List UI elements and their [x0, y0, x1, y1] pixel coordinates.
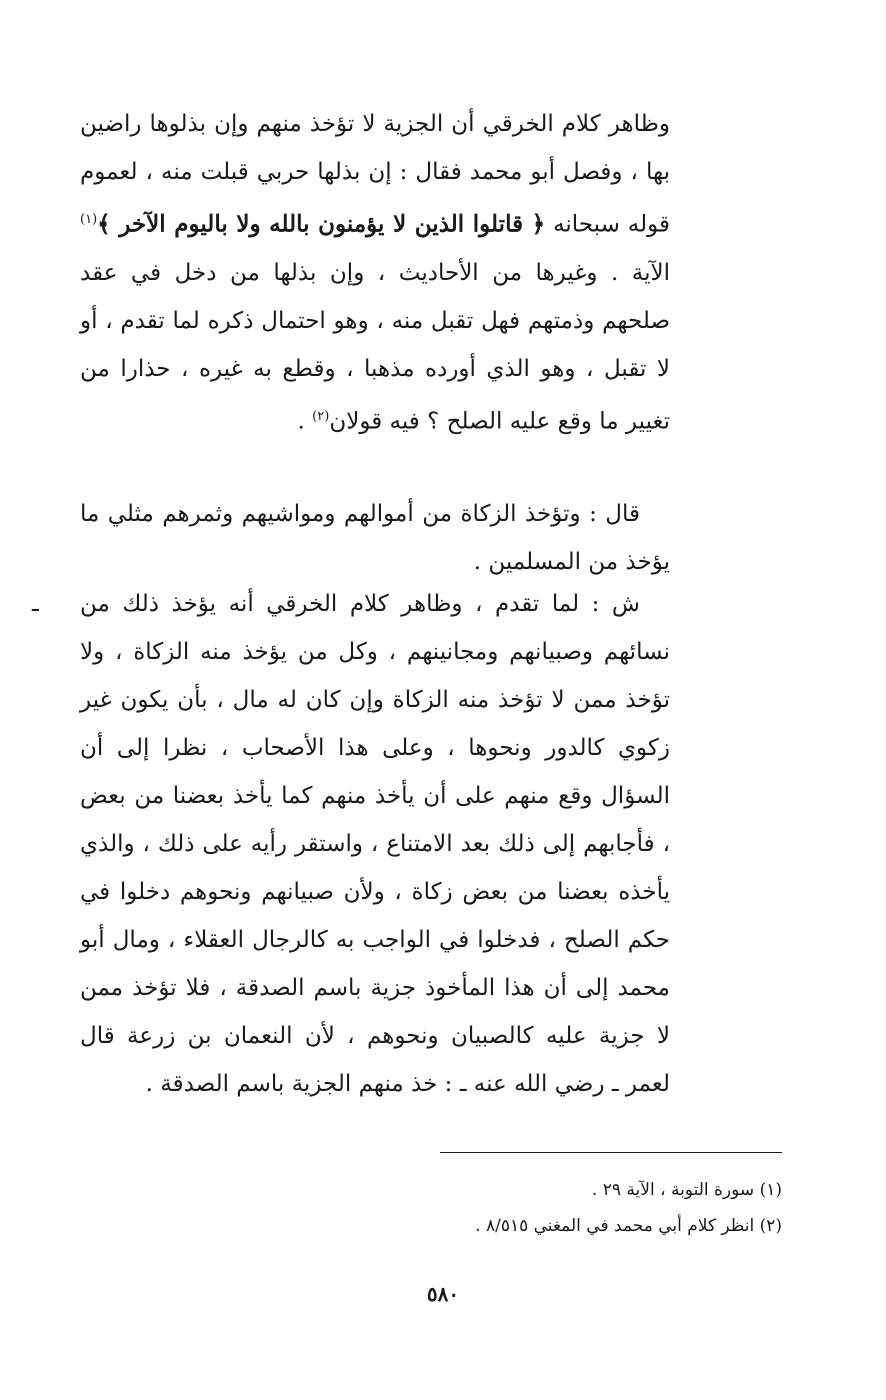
footnotes: [380, 1172, 782, 1244]
paragraph-1-text-a: وظاهر كلام الخرقي أن الجزية لا تؤخذ منهم وإن بذلوها راضين بها ، وفصل أبو محمد فقال : إن بذلها حربي قبلت منه ، لعموم قوله سبحانه: [80, 111, 670, 238]
footnote-ref-1: (١): [80, 212, 98, 227]
footnote-divider: [440, 1152, 782, 1153]
footnote-1: (١) سورة التوبة ، الآية ٢٩ .: [591, 1180, 782, 1200]
paragraph-2: [80, 490, 670, 586]
paragraph-3-text: ش : لما تقدم ، وظاهر كلام الخرقي أنه يؤخذ ذلك من نسائهم وصبيانهم ومجانينهم ، وكل من يؤخذ منه الزكاة ، ولا تؤخذ ممن لا تؤخذ منه الزكاة وإن كان له مال ، بأن يكون غير زكوي كالدور ونحوها ، وعلى هذا الأصحاب ، نظرا إلى أن السؤال وقع منهم على أن يأخذ منهم كما يأخذ بعضنا من بعض ، فأجابهم إلى ذلك بعد الامتناع ، واستقر رأيه على ذلك ، والذي يأخذه بعضنا من بعض زكاة ، ولأن صبيانهم ونحوهم دخلوا في حكم الصلح ، فدخلوا في الواجب به كالرجال العقلاء ، ومال أبو محمد إلى أن هذا المأخوذ جزية باسم الصدقة ، فلا تؤخذ ممن لا جزية عليه كالصبيان ونحوهم ، لأن النعمان بن زرعة قال لعمر ـ رضي الله عنه ـ : خذ منهم الجزية باسم الصدقة .: [80, 591, 670, 1097]
paragraph-3: [32, 580, 670, 1108]
paragraph-1-text-c: .: [297, 408, 313, 435]
paragraph-1: [80, 100, 670, 445]
footnote-2: (٢) انظر كلام أبي محمد في المغني ٨/٥١٥ .: [475, 1216, 782, 1236]
page-number: ٥٨٠: [426, 1282, 460, 1306]
paragraph-marker: ـ: [32, 591, 39, 617]
paragraph-2-text: قال : وتؤخذ الزكاة من أموالهم ومواشيهم وثمرهم مثلي ما يؤخذ من المسلمين .: [80, 501, 670, 575]
paragraph-1-text-b: الآية . وغيرها من الأحاديث ، وإن بذلها من دخل في عقد صلحهم وذمتهم فهل تقبل منه ، وهو احتمال ذكره لما تقدم ، أو لا تقبل ، وهو الذي أورده مذهبا ، وقطع به غيره ، حذارا من تغيير ما وقع عليه الصلح ؟ فيه قولان: [80, 259, 670, 435]
footnote-ref-2: (٢): [312, 408, 330, 424]
quran-verse: ﴿ قاتلوا الذين لا يؤمنون بالله ولا باليوم الآخر ﴾: [97, 210, 546, 238]
